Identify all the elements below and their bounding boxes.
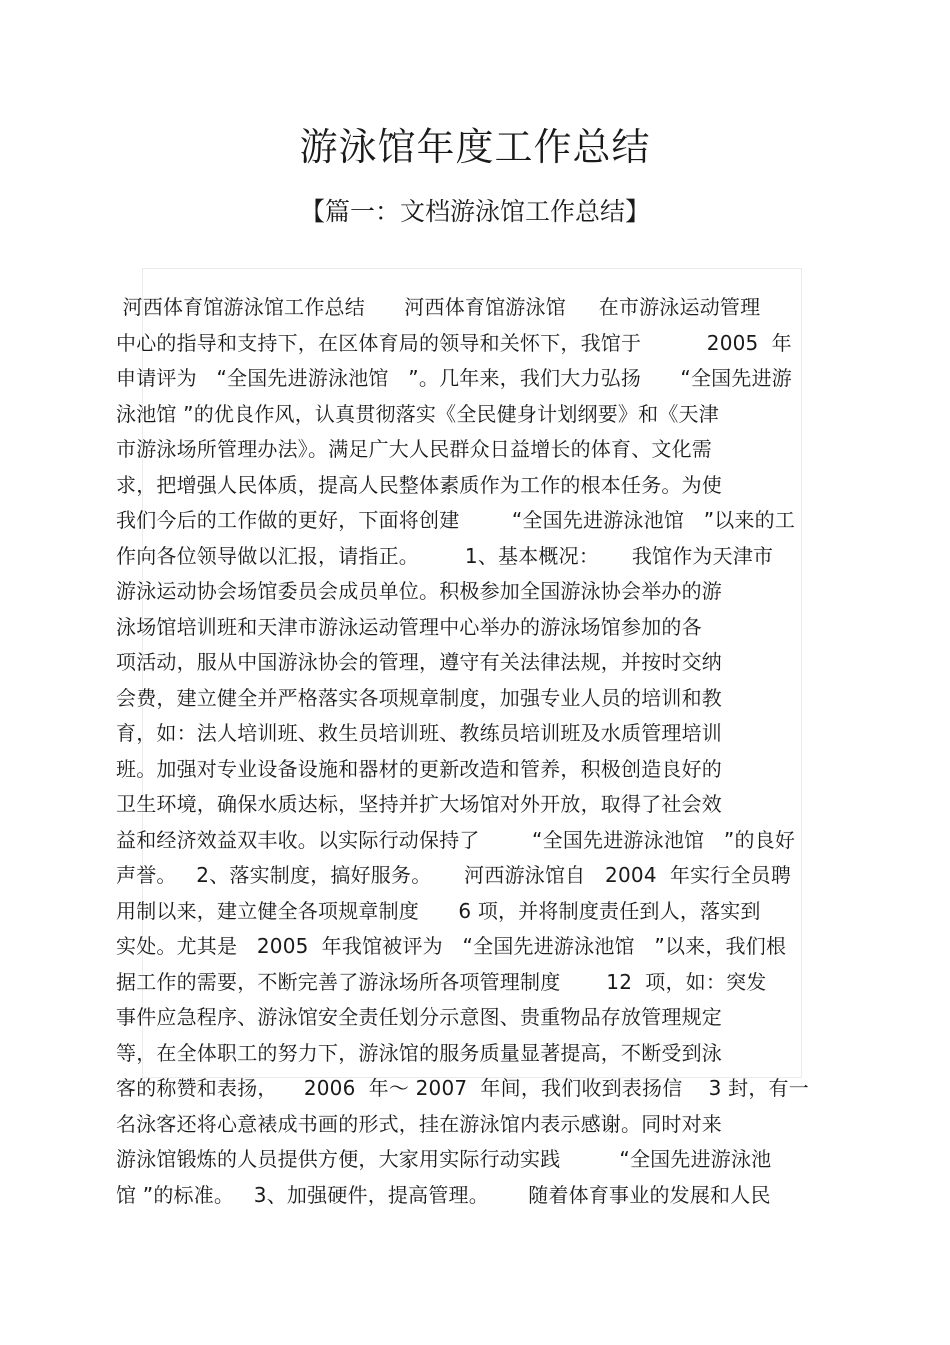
body-line: 卫生环境，确保水质达标，坚持并扩大场馆对外开放，取得了社会效 — [116, 792, 722, 816]
body-line: 益和经济效益双丰收。以实际行动保持了 “全国先进游泳池馆 ”的良好 — [116, 827, 796, 852]
body-line: 用制以来，建立健全各项规章制度 6 项，并将制度责任到人，落实到 — [116, 898, 761, 923]
body-line: 泳池馆 ”的优良作风，认真贯彻落实《全民健身计划纲要》和《天津 — [116, 401, 719, 426]
body-line: 游泳馆锻炼的人员提供方便，大家用实际行动实践 “全国先进游泳池 — [116, 1147, 772, 1171]
body-line: 中心的指导和支持下，在区体育局的领导和关怀下，我馆于 2005 年 — [116, 330, 792, 355]
document-subtitle: 【篇一：文档游泳馆工作总结】 — [299, 197, 650, 226]
body-line: 求，把增强人民体质，提高人民整体素质作为工作的根本任务。为使 — [116, 472, 722, 497]
body-line: 事件应急程序、游泳馆安全责任划分示意图、贵重物品存放管理规定 — [116, 1005, 722, 1029]
body-line: 河西体育馆游泳馆工作总结 河西体育馆游泳馆 在市游泳运动管理 — [116, 295, 761, 319]
body-line: 据工作的需要，不断完善了游泳场所各项管理制度 12 项，如：突发 — [116, 969, 767, 994]
body-text — [116, 290, 836, 1213]
body-line: 泳场馆培训班和天津市游泳运动管理中心举办的游泳场馆参加的各 — [116, 614, 702, 639]
body-line: 申请评为 “全国先进游泳池馆 ”。几年来，我们大力弘扬 “全国先进游 — [116, 366, 792, 390]
body-line: 作向各位领导做以汇报，请指正。 1、基本概况： 我馆作为天津市 — [116, 543, 774, 568]
body-line: 我们今后的工作做的更好，下面将创建 “全国先进游泳池馆 ”以来的工 — [116, 508, 796, 532]
body-line: 客的称赞和表扬， 2006 年～ 2007 年间，我们收到表扬信 3 封，有一 — [116, 1076, 809, 1100]
body-line: 育，如：法人培训班、救生员培训班、教练员培训班及水质管理培训 — [116, 721, 722, 745]
body-line: 馆 ”的标准。 3、加强硬件，提高管理。 随着体育事业的发展和人民 — [116, 1182, 771, 1207]
body-line: 等，在全体职工的努力下，游泳馆的服务质量显著提高，不断受到泳 — [116, 1040, 722, 1065]
body-line: 市游泳场所管理办法》。满足广大人民群众日益增长的体育、文化需 — [116, 437, 712, 461]
body-line: 实处。尤其是 2005 年我馆被评为 “全国先进游泳池馆 ”以来，我们根 — [116, 934, 787, 958]
body-line: 游泳运动协会场馆委员会成员单位。积极参加全国游泳协会举办的游 — [116, 579, 722, 603]
body-line: 项活动，服从中国游泳协会的管理，遵守有关法律法规，并按时交纳 — [116, 650, 722, 674]
body-line: 名泳客还将心意裱成书画的形式，挂在游泳馆内表示感谢。同时对来 — [116, 1111, 722, 1136]
body-line: 声誉。 2、落实制度，搞好服务。 河西游泳馆自 2004 年实行全员聘 — [116, 863, 792, 887]
body-line: 班。加强对专业设备设施和器材的更新改造和管养，积极创造良好的 — [116, 756, 722, 781]
document-title: 游泳馆年度工作总结 — [299, 125, 651, 169]
body-line: 会费，建立健全并严格落实各项规章制度，加强专业人员的培训和教 — [116, 685, 722, 710]
